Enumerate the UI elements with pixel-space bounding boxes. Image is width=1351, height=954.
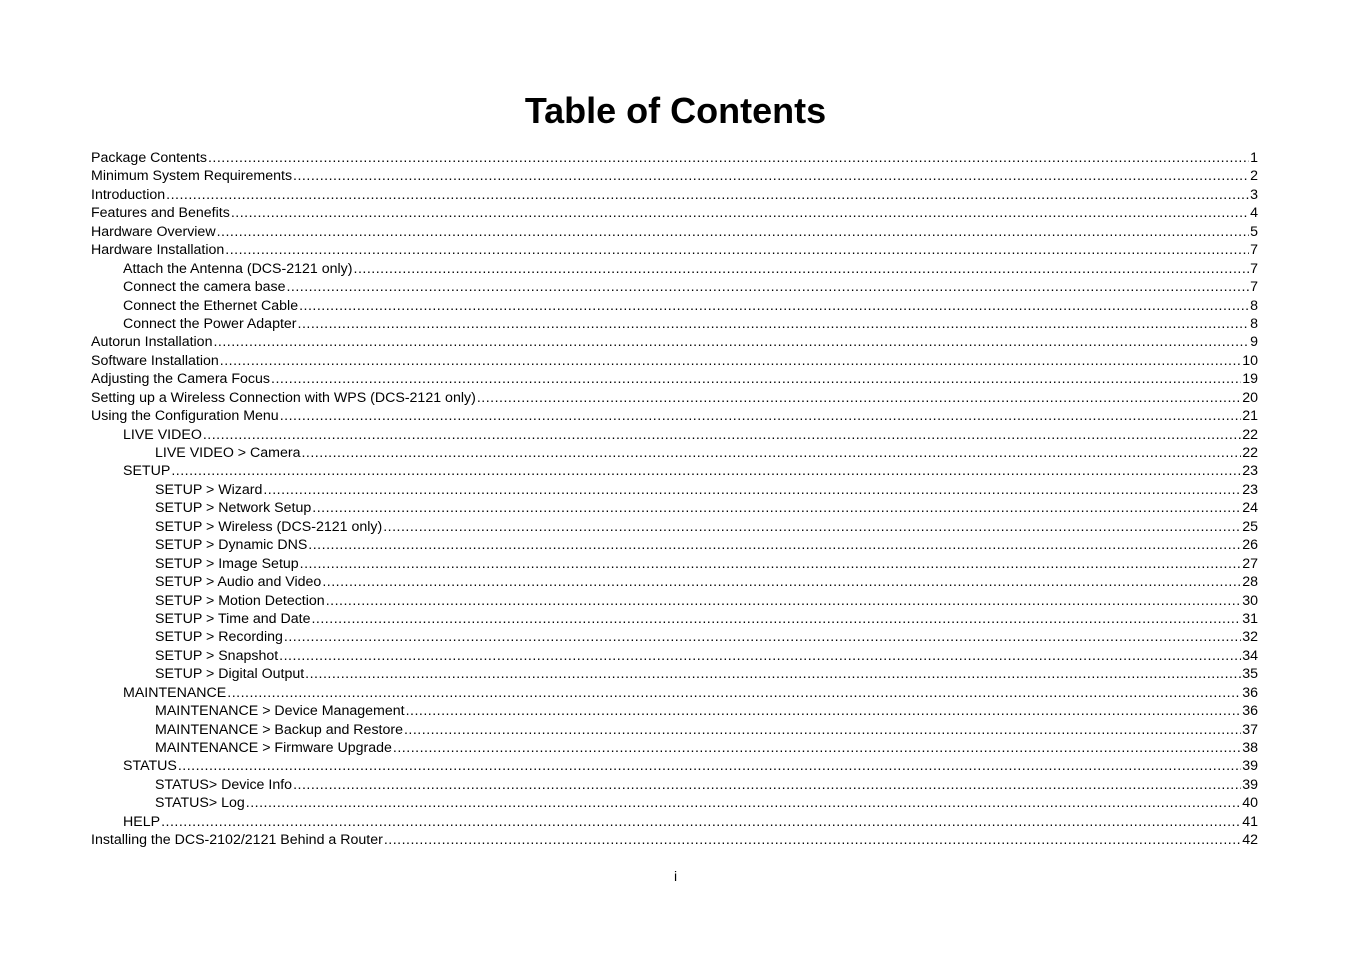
- toc-entry[interactable]: [91, 665, 1258, 683]
- toc-entry-page: 7: [1250, 279, 1258, 296]
- toc-entry-page: 9: [1250, 334, 1258, 351]
- toc-entry[interactable]: [91, 573, 1258, 591]
- toc-entry[interactable]: [91, 241, 1258, 259]
- toc-dot-leader: [404, 721, 1241, 739]
- toc-dot-leader: [217, 223, 1250, 241]
- toc-entry-label: SETUP > Audio and Video: [155, 574, 322, 591]
- toc-entry[interactable]: [91, 260, 1258, 278]
- toc-entry[interactable]: [91, 555, 1258, 573]
- toc-entry[interactable]: [91, 536, 1258, 554]
- toc-dot-leader: [263, 481, 1241, 499]
- toc-entry-page: 8: [1250, 315, 1258, 332]
- toc-entry[interactable]: [91, 794, 1258, 812]
- toc-dot-leader: [279, 647, 1241, 665]
- toc-entry[interactable]: [91, 481, 1258, 499]
- toc-dot-leader: [246, 794, 1241, 812]
- toc-entry-label: Setting up a Wireless Connection with WPS (DCS-2121 only): [91, 389, 476, 406]
- toc-entry-label: Using the Configuration Menu: [91, 408, 279, 425]
- toc-entry-page: 3: [1250, 186, 1258, 203]
- toc-entry-page: 35: [1242, 666, 1258, 683]
- toc-entry[interactable]: [91, 278, 1258, 296]
- toc-entry-page: 39: [1242, 758, 1258, 775]
- toc-entry-label: Software Installation: [91, 352, 219, 369]
- toc-dot-leader: [299, 297, 1249, 315]
- toc-entry-page: 23: [1242, 463, 1258, 480]
- toc-entry-page: 40: [1242, 795, 1258, 812]
- toc-entry[interactable]: [91, 315, 1258, 333]
- toc-dot-leader: [293, 776, 1241, 794]
- toc-entry[interactable]: [91, 444, 1258, 462]
- toc-entry-label: Adjusting the Camera Focus: [91, 371, 271, 388]
- toc-entry-label: MAINTENANCE: [123, 684, 227, 701]
- table-of-contents: [91, 149, 1258, 850]
- toc-dot-leader: [161, 813, 1241, 831]
- toc-entry-label: LIVE VIDEO > Camera: [155, 445, 301, 461]
- toc-entry[interactable]: [91, 610, 1258, 628]
- toc-dot-leader: [312, 499, 1241, 517]
- toc-entry[interactable]: [91, 462, 1258, 480]
- toc-entry[interactable]: [91, 407, 1258, 425]
- toc-dot-leader: [220, 352, 1241, 370]
- toc-dot-leader: [301, 444, 1241, 462]
- toc-entry-page: 24: [1242, 500, 1258, 517]
- toc-entry-page: 42: [1242, 832, 1258, 849]
- toc-dot-leader: [305, 665, 1241, 683]
- toc-dot-leader: [322, 573, 1241, 591]
- toc-entry-label: SETUP > Time and Date: [155, 610, 311, 627]
- toc-entry[interactable]: [91, 739, 1258, 757]
- toc-entry[interactable]: [91, 647, 1258, 665]
- toc-dot-leader: [311, 610, 1241, 628]
- toc-entry-page: 7: [1250, 260, 1258, 277]
- toc-dot-leader: [300, 555, 1242, 573]
- toc-entry-page: 2: [1250, 168, 1258, 185]
- toc-entry[interactable]: [91, 352, 1258, 370]
- toc-entry-page: 36: [1242, 684, 1258, 701]
- toc-dot-leader: [231, 204, 1249, 222]
- toc-entry-label: MAINTENANCE > Device Management: [155, 703, 405, 720]
- toc-dot-leader: [477, 389, 1241, 407]
- toc-entry-label: Introduction: [91, 186, 166, 203]
- toc-dot-leader: [203, 426, 1241, 444]
- toc-dot-leader: [227, 684, 1241, 702]
- toc-entry[interactable]: [91, 426, 1258, 444]
- toc-dot-leader: [284, 628, 1241, 646]
- toc-entry[interactable]: [91, 223, 1258, 241]
- toc-entry-page: 23: [1242, 481, 1258, 498]
- toc-entry-label: SETUP > Motion Detection: [155, 592, 325, 609]
- toc-entry-page: 21: [1242, 408, 1258, 425]
- toc-dot-leader: [326, 592, 1242, 610]
- toc-entry-label: Connect the camera base: [123, 279, 286, 296]
- toc-entry[interactable]: [91, 776, 1258, 794]
- toc-entry[interactable]: [91, 499, 1258, 517]
- toc-entry-label: Installing the DCS-2102/2121 Behind a Router: [91, 832, 383, 849]
- toc-entry[interactable]: [91, 333, 1258, 351]
- toc-dot-leader: [171, 462, 1241, 480]
- toc-entry[interactable]: [91, 370, 1258, 388]
- toc-entry-label: Connect the Power Adapter: [123, 315, 297, 332]
- toc-entry-label: STATUS> Device Info: [155, 776, 293, 793]
- toc-entry-page: 19: [1242, 371, 1258, 388]
- toc-entry[interactable]: [91, 628, 1258, 646]
- toc-dot-leader: [178, 757, 1241, 775]
- toc-entry-label: Minimum System Requirements: [91, 168, 293, 185]
- toc-dot-leader: [354, 260, 1250, 278]
- page-number: i: [673, 868, 678, 884]
- toc-entry-label: MAINTENANCE > Backup and Restore: [155, 721, 403, 738]
- toc-entry-label: STATUS: [123, 758, 177, 775]
- toc-entry[interactable]: [91, 592, 1258, 610]
- toc-entry-page: 32: [1242, 629, 1258, 646]
- toc-entry[interactable]: [91, 167, 1258, 185]
- toc-entry-label: SETUP > Digital Output: [155, 666, 305, 683]
- toc-entry-page: 39: [1242, 776, 1258, 793]
- toc-entry-label: MAINTENANCE > Firmware Upgrade: [155, 740, 392, 756]
- toc-entry-label: LIVE VIDEO: [123, 426, 202, 443]
- toc-entry-page: 4: [1250, 205, 1258, 222]
- toc-dot-leader: [308, 536, 1241, 554]
- toc-dot-leader: [225, 241, 1249, 259]
- toc-dot-leader: [384, 831, 1241, 849]
- toc-entry-label: Hardware Installation: [91, 242, 225, 259]
- toc-entry-label: SETUP > Wireless (DCS-2121 only): [155, 518, 383, 535]
- toc-entry-page: 7: [1250, 242, 1258, 259]
- toc-entry-label: Connect the Ethernet Cable: [123, 297, 299, 314]
- toc-entry[interactable]: [91, 813, 1258, 831]
- toc-entry-page: 10: [1242, 352, 1258, 369]
- toc-entry[interactable]: [91, 186, 1258, 204]
- toc-entry-label: SETUP > Snapshot: [155, 647, 279, 664]
- toc-entry[interactable]: [91, 684, 1258, 702]
- toc-entry-page: 34: [1242, 647, 1258, 664]
- toc-entry-page: 27: [1242, 555, 1258, 572]
- toc-dot-leader: [393, 739, 1241, 757]
- toc-entry-page: 41: [1242, 813, 1258, 830]
- toc-entry-label: SETUP: [123, 463, 171, 480]
- toc-entry-label: STATUS> Log: [155, 795, 245, 812]
- toc-entry[interactable]: [91, 721, 1258, 739]
- toc-dot-leader: [280, 407, 1242, 425]
- toc-entry-label: SETUP > Recording: [155, 629, 283, 646]
- toc-entry-label: SETUP > Wizard: [155, 481, 263, 498]
- toc-entry-label: HELP: [123, 813, 161, 830]
- toc-entry-page: 5: [1250, 223, 1258, 240]
- toc-entry-label: Attach the Antenna (DCS-2121 only): [123, 260, 353, 277]
- toc-entry-page: 20: [1242, 389, 1258, 406]
- toc-entry-label: Features and Benefits: [91, 205, 230, 222]
- toc-entry[interactable]: [91, 702, 1258, 720]
- toc-entry-page: 22: [1242, 445, 1258, 461]
- toc-entry[interactable]: [91, 389, 1258, 407]
- toc-entry-page: 26: [1242, 537, 1258, 554]
- toc-entry-label: Autorun Installation: [91, 334, 213, 351]
- toc-dot-leader: [166, 186, 1249, 204]
- toc-entry[interactable]: [91, 831, 1258, 849]
- toc-entry-page: 8: [1250, 297, 1258, 314]
- toc-dot-leader: [293, 167, 1249, 185]
- toc-entry-page: 22: [1242, 426, 1258, 443]
- toc-entry-page: 38: [1242, 740, 1258, 756]
- toc-dot-leader: [208, 149, 1249, 167]
- page-title: Table of Contents: [524, 90, 827, 131]
- toc-dot-leader: [286, 278, 1249, 296]
- toc-entry-label: SETUP > Image Setup: [155, 555, 299, 572]
- toc-entry-label: Package Contents: [91, 150, 207, 166]
- toc-entry-page: 1: [1250, 150, 1258, 166]
- toc-dot-leader: [406, 702, 1242, 720]
- toc-entry-label: SETUP > Dynamic DNS: [155, 537, 308, 554]
- toc-entry-page: 31: [1242, 610, 1258, 627]
- toc-entry-page: 36: [1242, 703, 1258, 720]
- toc-entry-page: 30: [1242, 592, 1258, 609]
- toc-entry[interactable]: [91, 757, 1258, 775]
- toc-entry-page: 25: [1242, 518, 1258, 535]
- toc-dot-leader: [298, 315, 1250, 333]
- toc-entry-label: Hardware Overview: [91, 223, 216, 240]
- toc-entry-page: 28: [1242, 574, 1258, 591]
- toc-entry[interactable]: [91, 518, 1258, 536]
- toc-dot-leader: [213, 333, 1249, 351]
- toc-entry-label: SETUP > Network Setup: [155, 500, 312, 517]
- toc-entry-page: 37: [1242, 721, 1258, 738]
- toc-entry[interactable]: [91, 149, 1258, 167]
- toc-entry[interactable]: [91, 204, 1258, 222]
- toc-entry[interactable]: [91, 297, 1258, 315]
- toc-dot-leader: [383, 518, 1241, 536]
- toc-dot-leader: [271, 370, 1241, 388]
